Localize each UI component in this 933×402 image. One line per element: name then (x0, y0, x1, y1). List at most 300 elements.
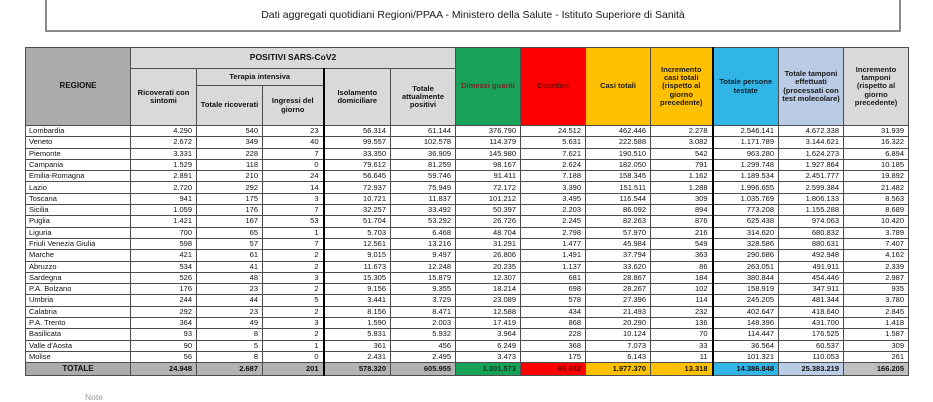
value-cell: 421 (131, 250, 197, 261)
value-cell: 5 (197, 340, 263, 351)
totale-value-cell: 201 (263, 363, 324, 376)
value-cell: 79.612 (324, 159, 391, 170)
value-cell: 110.053 (779, 351, 844, 362)
value-cell: 1 (263, 340, 324, 351)
value-cell: 210 (197, 171, 263, 182)
value-cell: 190.510 (586, 148, 651, 159)
value-cell: 45.984 (586, 238, 651, 249)
value-cell: 33.620 (586, 261, 651, 272)
value-cell: 491.911 (779, 261, 844, 272)
value-cell: 72.172 (456, 182, 521, 193)
value-cell: 868 (521, 318, 586, 329)
table-row (26, 238, 909, 249)
value-cell: 72.937 (324, 182, 391, 193)
value-cell: 1.587 (844, 329, 909, 340)
totale-value-cell: 578.320 (324, 363, 391, 376)
table-row (26, 340, 909, 351)
value-cell: 6.468 (391, 227, 456, 238)
totale-value-cell: 166.205 (844, 363, 909, 376)
value-cell: 24 (263, 171, 324, 182)
table-row (26, 216, 909, 227)
region-cell: Lombardia (26, 126, 131, 137)
value-cell: 24.512 (521, 126, 586, 137)
value-cell: 16.322 (844, 137, 909, 148)
value-cell: 292 (131, 306, 197, 317)
value-cell: 1.927.864 (779, 159, 844, 170)
table-row (26, 171, 909, 182)
value-cell: 5.631 (521, 137, 586, 148)
value-cell: 145.980 (456, 148, 521, 159)
value-cell: 681 (521, 272, 586, 283)
value-cell: 33.492 (391, 205, 456, 216)
value-cell: 8.156 (324, 306, 391, 317)
value-cell: 56 (131, 351, 197, 362)
value-cell: 3.780 (844, 295, 909, 306)
region-cell: Valle d'Aosta (26, 340, 131, 351)
value-cell: 21.493 (586, 306, 651, 317)
region-cell: Puglia (26, 216, 131, 227)
value-cell: 578 (521, 295, 586, 306)
totale-value-cell: 25.383.219 (779, 363, 844, 376)
value-cell: 542 (651, 148, 713, 159)
value-cell: 21.482 (844, 182, 909, 193)
value-cell: 2.431 (324, 351, 391, 362)
region-cell: Molise (26, 351, 131, 362)
value-cell: 15.305 (324, 272, 391, 283)
header-regione: REGIONE (26, 48, 131, 126)
value-cell: 14 (263, 182, 324, 193)
value-cell: 7.073 (586, 340, 651, 351)
table-row (26, 205, 909, 216)
value-cell: 9.355 (391, 284, 456, 295)
value-cell: 12.588 (456, 306, 521, 317)
table-row (26, 250, 909, 261)
region-cell: Friuli Venezia Giulia (26, 238, 131, 249)
value-cell: 56.645 (324, 171, 391, 182)
value-cell: 158.919 (713, 284, 779, 295)
value-cell: 9.156 (324, 284, 391, 295)
value-cell: 2.624 (521, 159, 586, 170)
header-terapia-intensiva: Terapia intensiva (197, 69, 324, 86)
value-cell: 31.291 (456, 238, 521, 249)
value-cell: 8.563 (844, 193, 909, 204)
value-cell: 534 (131, 261, 197, 272)
value-cell: 2.845 (844, 306, 909, 317)
region-cell: Piemonte (26, 148, 131, 159)
value-cell: 56.314 (324, 126, 391, 137)
value-cell: 245.205 (713, 295, 779, 306)
value-cell: 1 (263, 227, 324, 238)
value-cell: 598 (131, 238, 197, 249)
report-title-bar (45, 0, 901, 32)
value-cell: 361 (324, 340, 391, 351)
value-cell: 15.879 (391, 272, 456, 283)
table-row (26, 351, 909, 362)
table-row (26, 193, 909, 204)
value-cell: 176 (197, 205, 263, 216)
value-cell: 1.624.273 (779, 148, 844, 159)
region-cell: Campania (26, 159, 131, 170)
value-cell: 232 (651, 306, 713, 317)
value-cell: 8.689 (844, 205, 909, 216)
region-cell: Abruzzo (26, 261, 131, 272)
table-row (26, 148, 909, 159)
value-cell: 41 (197, 261, 263, 272)
value-cell: 3.331 (131, 148, 197, 159)
value-cell: 773.208 (713, 205, 779, 216)
value-cell: 1.137 (521, 261, 586, 272)
value-cell: 2 (263, 284, 324, 295)
table-row (26, 137, 909, 148)
value-cell: 492.948 (779, 250, 844, 261)
value-cell: 12.307 (456, 272, 521, 283)
value-cell: 2.339 (844, 261, 909, 272)
value-cell: 114.447 (713, 329, 779, 340)
value-cell: 876 (651, 216, 713, 227)
value-cell: 894 (651, 205, 713, 216)
table-row (26, 182, 909, 193)
table-row (26, 284, 909, 295)
region-cell: Veneto (26, 137, 131, 148)
value-cell: 2.672 (131, 137, 197, 148)
value-cell: 3.390 (521, 182, 586, 193)
value-cell: 941 (131, 193, 197, 204)
totale-value-cell: 13.318 (651, 363, 713, 376)
value-cell: 114.379 (456, 137, 521, 148)
header-totale-ricoverati: Totale ricoverati (197, 86, 263, 126)
value-cell: 10.185 (844, 159, 909, 170)
table-row (26, 227, 909, 238)
value-cell: 136 (651, 318, 713, 329)
value-cell: 1.590 (324, 318, 391, 329)
value-cell: 53.292 (391, 216, 456, 227)
value-cell: 290.686 (713, 250, 779, 261)
value-cell: 791 (651, 159, 713, 170)
value-cell: 33 (651, 340, 713, 351)
value-cell: 2.987 (844, 272, 909, 283)
value-cell: 328.586 (713, 238, 779, 249)
value-cell: 5.932 (391, 329, 456, 340)
value-cell: 182.050 (586, 159, 651, 170)
region-cell: P.A. Bolzano (26, 284, 131, 295)
table-row (26, 306, 909, 317)
value-cell: 1.996.655 (713, 182, 779, 193)
header-attualmente-positivi: Totale attualmente positivi (391, 69, 456, 126)
value-cell: 2 (263, 250, 324, 261)
value-cell: 9.497 (391, 250, 456, 261)
value-cell: 175 (197, 193, 263, 204)
value-cell: 48 (197, 272, 263, 283)
value-cell: 2.599.384 (779, 182, 844, 193)
value-cell: 28.867 (586, 272, 651, 283)
value-cell: 3.473 (456, 351, 521, 362)
value-cell: 2.720 (131, 182, 197, 193)
value-cell: 974.063 (779, 216, 844, 227)
value-cell: 1.477 (521, 238, 586, 249)
region-cell: Sardegna (26, 272, 131, 283)
table-row (26, 261, 909, 272)
table-row (26, 318, 909, 329)
value-cell: 82.263 (586, 216, 651, 227)
value-cell: 5 (263, 295, 324, 306)
table-row (26, 126, 909, 137)
value-cell: 176.525 (779, 329, 844, 340)
region-cell: Basilicata (26, 329, 131, 340)
region-cell: Marche (26, 250, 131, 261)
value-cell: 2.451.777 (779, 171, 844, 182)
value-cell: 176 (131, 284, 197, 295)
value-cell: 11.837 (391, 193, 456, 204)
data-table-container (25, 47, 909, 376)
value-cell: 91.411 (456, 171, 521, 182)
value-cell: 309 (844, 340, 909, 351)
value-cell: 98.167 (456, 159, 521, 170)
value-cell: 402.647 (713, 306, 779, 317)
region-cell: Liguria (26, 227, 131, 238)
value-cell: 481.344 (779, 295, 844, 306)
value-cell: 680.832 (779, 227, 844, 238)
value-cell: 61 (197, 250, 263, 261)
header-incremento-tamponi: Incremento tamponi (rispetto al giorno precedente) (844, 48, 909, 126)
value-cell: 0 (263, 351, 324, 362)
value-cell: 244 (131, 295, 197, 306)
value-cell: 57.970 (586, 227, 651, 238)
value-cell: 184 (651, 272, 713, 283)
value-cell: 20.235 (456, 261, 521, 272)
value-cell: 8.471 (391, 306, 456, 317)
totale-value-cell: 1.301.573 (456, 363, 521, 376)
value-cell: 540 (197, 126, 263, 137)
value-cell: 17.419 (456, 318, 521, 329)
value-cell: 3 (263, 318, 324, 329)
value-cell: 880.631 (779, 238, 844, 249)
value-cell: 33.350 (324, 148, 391, 159)
header-persone-testate: Totale persone testate (713, 48, 779, 126)
region-cell: Umbria (26, 295, 131, 306)
value-cell: 101.321 (713, 351, 779, 362)
value-cell: 60.537 (779, 340, 844, 351)
value-cell: 118 (197, 159, 263, 170)
value-cell: 6.249 (456, 340, 521, 351)
value-cell: 3 (263, 272, 324, 283)
totale-row (26, 363, 909, 376)
value-cell: 1.421 (131, 216, 197, 227)
value-cell: 27.396 (586, 295, 651, 306)
value-cell: 292 (197, 182, 263, 193)
value-cell: 4.290 (131, 126, 197, 137)
value-cell: 99.557 (324, 137, 391, 148)
value-cell: 2.203 (521, 205, 586, 216)
value-cell: 216 (651, 227, 713, 238)
value-cell: 19.892 (844, 171, 909, 182)
value-cell: 3.964 (456, 329, 521, 340)
value-cell: 2.278 (651, 126, 713, 137)
totale-value-cell: 605.955 (391, 363, 456, 376)
value-cell: 61.144 (391, 126, 456, 137)
value-cell: 81.259 (391, 159, 456, 170)
value-cell: 314.620 (713, 227, 779, 238)
value-cell: 13.216 (391, 238, 456, 249)
region-cell: Emilia-Romagna (26, 171, 131, 182)
value-cell: 3.789 (844, 227, 909, 238)
table-row (26, 295, 909, 306)
value-cell: 12.248 (391, 261, 456, 272)
value-cell: 698 (521, 284, 586, 295)
value-cell: 9.015 (324, 250, 391, 261)
value-cell: 116.544 (586, 193, 651, 204)
value-cell: 1.491 (521, 250, 586, 261)
value-cell: 4.162 (844, 250, 909, 261)
value-cell: 10.124 (586, 329, 651, 340)
report-title: Dati aggregati quotidiani Regioni/PPAA - Ministero della Salute - Istituto Superiore di Sanità (261, 9, 685, 21)
value-cell: 32.257 (324, 205, 391, 216)
value-cell: 2.798 (521, 227, 586, 238)
value-cell: 8 (197, 351, 263, 362)
value-cell: 5.703 (324, 227, 391, 238)
value-cell: 10.721 (324, 193, 391, 204)
value-cell: 93 (131, 329, 197, 340)
value-cell: 3.729 (391, 295, 456, 306)
header-casi-totali: Casi totali (586, 48, 651, 126)
header-dimessi-guariti: Dimessi guariti (456, 48, 521, 126)
table-row (26, 272, 909, 283)
value-cell: 228 (521, 329, 586, 340)
value-cell: 37.794 (586, 250, 651, 261)
value-cell: 309 (651, 193, 713, 204)
region-cell: Toscana (26, 193, 131, 204)
value-cell: 148.396 (713, 318, 779, 329)
value-cell: 7.188 (521, 171, 586, 182)
value-cell: 65 (197, 227, 263, 238)
value-cell: 228 (197, 148, 263, 159)
value-cell: 1.189.534 (713, 171, 779, 182)
value-cell: 1.288 (651, 182, 713, 193)
value-cell: 114 (651, 295, 713, 306)
value-cell: 8 (197, 329, 263, 340)
value-cell: 2.245 (521, 216, 586, 227)
value-cell: 364 (131, 318, 197, 329)
value-cell: 1.162 (651, 171, 713, 182)
value-cell: 23 (197, 284, 263, 295)
region-cell: Lazio (26, 182, 131, 193)
value-cell: 1.155.288 (779, 205, 844, 216)
value-cell: 3 (263, 193, 324, 204)
value-cell: 23 (197, 306, 263, 317)
value-cell: 20.290 (586, 318, 651, 329)
value-cell: 7 (263, 238, 324, 249)
header-positivi-group: POSITIVI SARS-CoV2 (131, 48, 456, 69)
value-cell: 51.704 (324, 216, 391, 227)
value-cell: 526 (131, 272, 197, 283)
value-cell: 7 (263, 148, 324, 159)
value-cell: 6.894 (844, 148, 909, 159)
value-cell: 549 (651, 238, 713, 249)
value-cell: 963.280 (713, 148, 779, 159)
value-cell: 2 (263, 329, 324, 340)
value-cell: 700 (131, 227, 197, 238)
region-cell: Calabria (26, 306, 131, 317)
value-cell: 11 (651, 351, 713, 362)
value-cell: 70 (651, 329, 713, 340)
value-cell: 12.561 (324, 238, 391, 249)
value-cell: 431.700 (779, 318, 844, 329)
value-cell: 53 (263, 216, 324, 227)
value-cell: 101.212 (456, 193, 521, 204)
value-cell: 3.082 (651, 137, 713, 148)
value-cell: 261 (844, 351, 909, 362)
value-cell: 26.806 (456, 250, 521, 261)
value-cell: 3.495 (521, 193, 586, 204)
value-cell: 2 (263, 261, 324, 272)
value-cell: 36.909 (391, 148, 456, 159)
value-cell: 2.891 (131, 171, 197, 182)
table-body (26, 126, 909, 376)
table-row (26, 329, 909, 340)
value-cell: 86.092 (586, 205, 651, 216)
value-cell: 3.441 (324, 295, 391, 306)
value-cell: 11.673 (324, 261, 391, 272)
value-cell: 102.578 (391, 137, 456, 148)
value-cell: 222.588 (586, 137, 651, 148)
value-cell: 1.418 (844, 318, 909, 329)
value-cell: 368 (521, 340, 586, 351)
value-cell: 75.949 (391, 182, 456, 193)
totale-value-cell: 69.842 (521, 363, 586, 376)
value-cell: 3.144.621 (779, 137, 844, 148)
value-cell: 158.345 (586, 171, 651, 182)
value-cell: 49 (197, 318, 263, 329)
value-cell: 44 (197, 295, 263, 306)
value-cell: 434 (521, 306, 586, 317)
totale-value-cell: 2.687 (197, 363, 263, 376)
value-cell: 59.746 (391, 171, 456, 182)
value-cell: 40 (263, 137, 324, 148)
totale-label: TOTALE (26, 363, 131, 376)
value-cell: 2.003 (391, 318, 456, 329)
header-ingressi-giorno: Ingressi del giorno (263, 86, 324, 126)
totale-value-cell: 24.948 (131, 363, 197, 376)
header-deceduti: Deceduti (521, 48, 586, 126)
value-cell: 2.495 (391, 351, 456, 362)
value-cell: 1.299.748 (713, 159, 779, 170)
value-cell: 418.640 (779, 306, 844, 317)
value-cell: 48.704 (456, 227, 521, 238)
value-cell: 7.407 (844, 238, 909, 249)
value-cell: 456 (391, 340, 456, 351)
value-cell: 7 (263, 205, 324, 216)
value-cell: 454.446 (779, 272, 844, 283)
value-cell: 7.621 (521, 148, 586, 159)
value-cell: 5.831 (324, 329, 391, 340)
value-cell: 349 (197, 137, 263, 148)
totale-value-cell: 1.977.370 (586, 363, 651, 376)
value-cell: 0 (263, 159, 324, 170)
value-cell: 1.806.133 (779, 193, 844, 204)
table-row (26, 159, 909, 170)
value-cell: 6.143 (586, 351, 651, 362)
value-cell: 57 (197, 238, 263, 249)
value-cell: 2 (263, 306, 324, 317)
value-cell: 1.059 (131, 205, 197, 216)
value-cell: 26.726 (456, 216, 521, 227)
covid-regions-table (25, 47, 909, 376)
value-cell: 462.446 (586, 126, 651, 137)
value-cell: 347.911 (779, 284, 844, 295)
value-cell: 2.546.141 (713, 126, 779, 137)
value-cell: 23.089 (456, 295, 521, 306)
value-cell: 175 (521, 351, 586, 362)
value-cell: 151.511 (586, 182, 651, 193)
